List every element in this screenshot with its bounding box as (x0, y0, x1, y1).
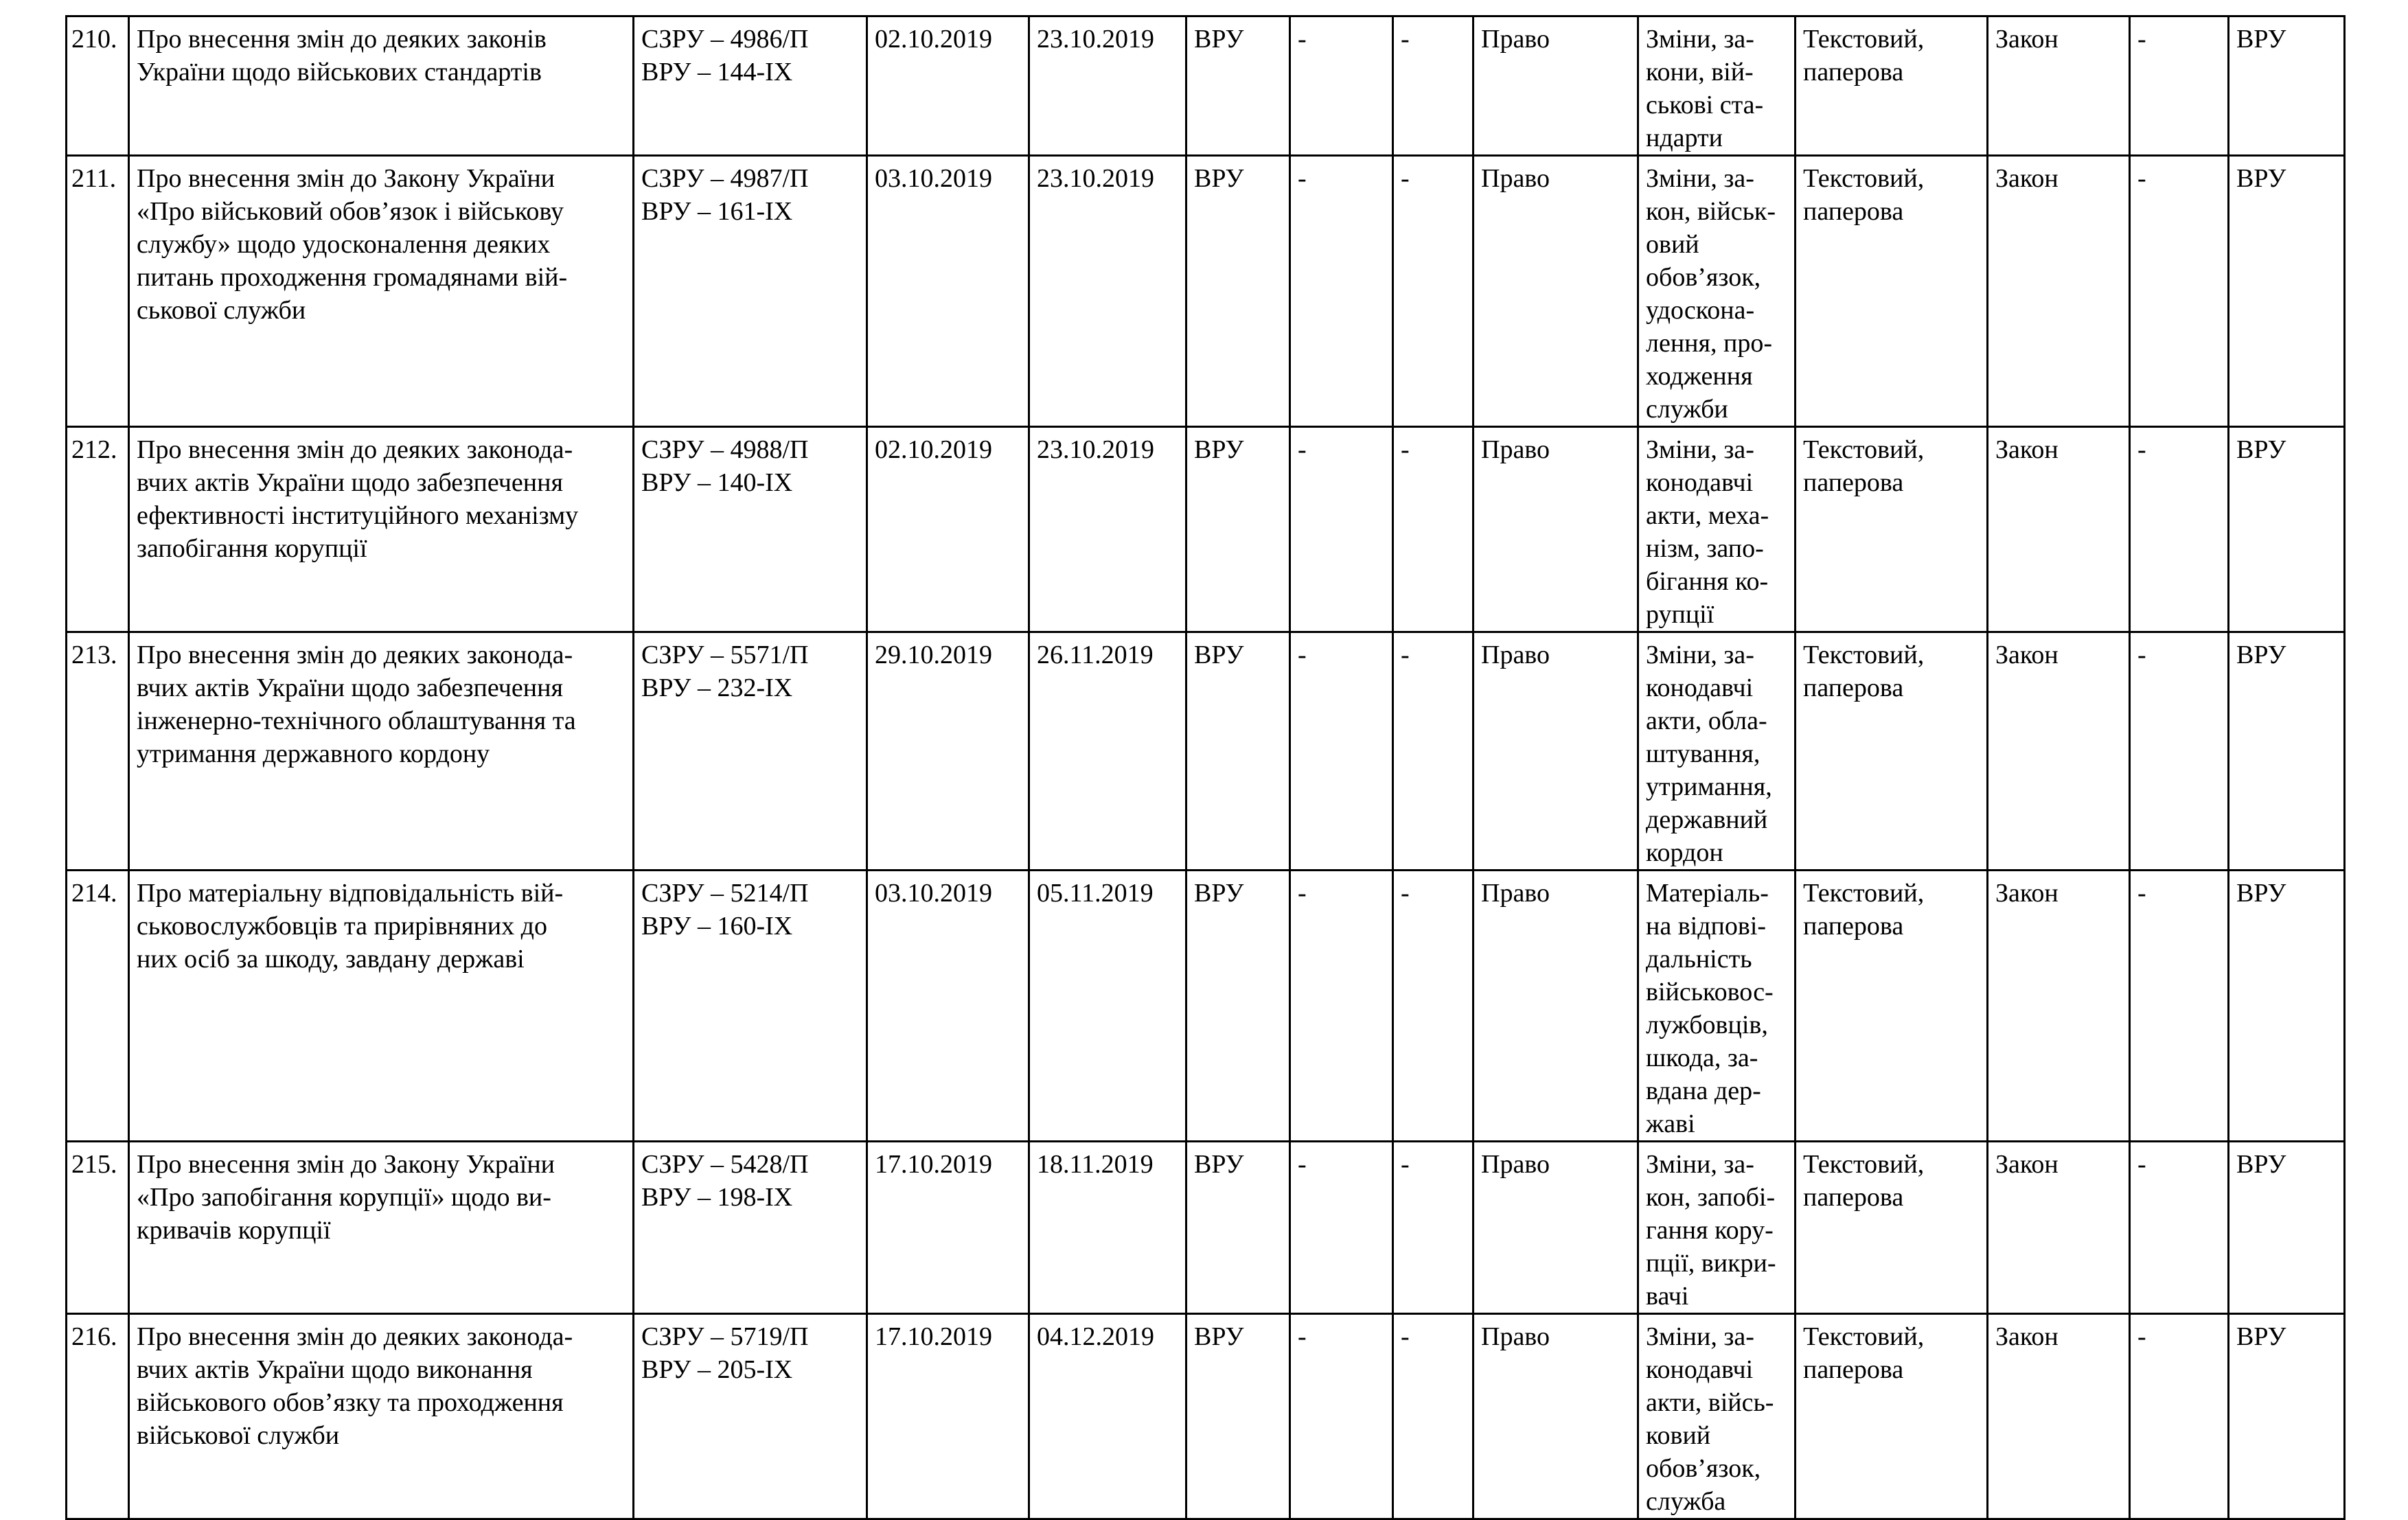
empty-cell-b: - (1393, 427, 1474, 632)
document-title: Про внесення змін до деяких законода- вчих актів України щодо забезпечення інженерно-технічного облаштування та утримання державного кордону (129, 632, 634, 871)
category: Право (1474, 1142, 1638, 1314)
empty-cell-c: - (2130, 427, 2229, 632)
document-type: Закон (1988, 1314, 2130, 1519)
date-effective: 23.10.2019 (1029, 427, 1186, 632)
date-adopted: 03.10.2019 (867, 871, 1029, 1142)
author-body: ВРУ (2229, 16, 2345, 156)
document-title: Про внесення змін до Закону України «Про військовий обов’язок і військову службу» щодо удосконалення деяких питань проходження громадянами вій- ськової служби (129, 156, 634, 427)
date-adopted: 03.10.2019 (867, 156, 1029, 427)
document-title: Про внесення змін до деяких законів України щодо військових стандартів (129, 16, 634, 156)
date-effective: 23.10.2019 (1029, 156, 1186, 427)
date-effective: 18.11.2019 (1029, 1142, 1186, 1314)
author-body: ВРУ (2229, 427, 2345, 632)
document-format: Текстовий, паперова (1796, 1314, 1988, 1519)
document-format: Текстовий, паперова (1796, 16, 1988, 156)
keywords: Зміни, за- конодавчі акти, обла- штування, утримання, державний кордон (1638, 632, 1796, 871)
category: Право (1474, 16, 1638, 156)
issuing-body: ВРУ (1186, 871, 1290, 1142)
document-format: Текстовий, паперова (1796, 1142, 1988, 1314)
empty-cell-b: - (1393, 1314, 1474, 1519)
date-effective: 04.12.2019 (1029, 1314, 1186, 1519)
empty-cell-a: - (1290, 16, 1393, 156)
issuing-body: ВРУ (1186, 427, 1290, 632)
row-number: 211. (67, 156, 129, 427)
empty-cell-c: - (2130, 156, 2229, 427)
empty-cell-b: - (1393, 1142, 1474, 1314)
author-body: ВРУ (2229, 156, 2345, 427)
keywords: Зміни, за- кон, військ- овий обов’язок, удоскона- лення, про- ходження служби (1638, 156, 1796, 427)
empty-cell-a: - (1290, 427, 1393, 632)
document-type: Закон (1988, 16, 2130, 156)
author-body: ВРУ (2229, 1142, 2345, 1314)
document-type: Закон (1988, 632, 2130, 871)
date-effective: 23.10.2019 (1029, 16, 1186, 156)
table-row (67, 1142, 2345, 1314)
date-effective: 05.11.2019 (1029, 871, 1186, 1142)
empty-cell-a: - (1290, 1314, 1393, 1519)
author-body: ВРУ (2229, 1314, 2345, 1519)
table-body (67, 16, 2345, 1519)
document-title: Про матеріальну відповідальність вій- ськовослужбовців та прирівняних до них осіб за шкоду, завдану державі (129, 871, 634, 1142)
date-adopted: 17.10.2019 (867, 1314, 1029, 1519)
table-row (67, 156, 2345, 427)
empty-cell-b: - (1393, 16, 1474, 156)
document-type: Закон (1988, 871, 2130, 1142)
document-type: Закон (1988, 1142, 2130, 1314)
author-body: ВРУ (2229, 632, 2345, 871)
issuing-body: ВРУ (1186, 1314, 1290, 1519)
empty-cell-c: - (2130, 16, 2229, 156)
issuing-body: ВРУ (1186, 156, 1290, 427)
registration-number: СЗРУ – 4987/П ВРУ – 161-IX (634, 156, 867, 427)
keywords: Зміни, за- конодавчі акти, війсь- ковий обов’язок, служба (1638, 1314, 1796, 1519)
table-row (67, 871, 2345, 1142)
issuing-body: ВРУ (1186, 632, 1290, 871)
table-row (67, 427, 2345, 632)
registration-number: СЗРУ – 5571/П ВРУ – 232-IX (634, 632, 867, 871)
registration-number: СЗРУ – 4988/П ВРУ – 140-IX (634, 427, 867, 632)
category: Право (1474, 632, 1638, 871)
registration-number: СЗРУ – 5428/П ВРУ – 198-IX (634, 1142, 867, 1314)
registration-number: СЗРУ – 5214/П ВРУ – 160-IX (634, 871, 867, 1142)
table-row (67, 1314, 2345, 1519)
issuing-body: ВРУ (1186, 1142, 1290, 1314)
document-title: Про внесення змін до Закону України «Про запобігання корупції» щодо ви- кривачів корупції (129, 1142, 634, 1314)
document-format: Текстовий, паперова (1796, 156, 1988, 427)
keywords: Матеріаль- на відпові- дальність військовос- лужбовців, шкода, за- вдана дер- жаві (1638, 871, 1796, 1142)
keywords: Зміни, за- кони, вій- ськові ста- ндарти (1638, 16, 1796, 156)
document-format: Текстовий, паперова (1796, 427, 1988, 632)
date-adopted: 29.10.2019 (867, 632, 1029, 871)
registration-number: СЗРУ – 5719/П ВРУ – 205-IX (634, 1314, 867, 1519)
empty-cell-a: - (1290, 1142, 1393, 1314)
document-type: Закон (1988, 427, 2130, 632)
document-title: Про внесення змін до деяких законода- вчих актів України щодо виконання військового обов’язку та проходження військової служби (129, 1314, 634, 1519)
date-adopted: 17.10.2019 (867, 1142, 1029, 1314)
empty-cell-a: - (1290, 871, 1393, 1142)
row-number: 213. (67, 632, 129, 871)
empty-cell-b: - (1393, 871, 1474, 1142)
empty-cell-b: - (1393, 156, 1474, 427)
document-format: Текстовий, паперова (1796, 871, 1988, 1142)
date-effective: 26.11.2019 (1029, 632, 1186, 871)
date-adopted: 02.10.2019 (867, 16, 1029, 156)
table-row (67, 16, 2345, 156)
registration-number: СЗРУ – 4986/П ВРУ – 144-IX (634, 16, 867, 156)
row-number: 215. (67, 1142, 129, 1314)
document-format: Текстовий, паперова (1796, 632, 1988, 871)
empty-cell-b: - (1393, 632, 1474, 871)
category: Право (1474, 871, 1638, 1142)
table-row (67, 632, 2345, 871)
keywords: Зміни, за- конодавчі акти, меха- нізм, запо- бігання ко- рупції (1638, 427, 1796, 632)
document-title: Про внесення змін до деяких законода- вчих актів України щодо забезпечення ефективності інституційного механізму запобігання корупції (129, 427, 634, 632)
category: Право (1474, 427, 1638, 632)
row-number: 210. (67, 16, 129, 156)
empty-cell-a: - (1290, 156, 1393, 427)
row-number: 212. (67, 427, 129, 632)
issuing-body: ВРУ (1186, 16, 1290, 156)
empty-cell-c: - (2130, 871, 2229, 1142)
registry-table (65, 15, 2346, 1520)
empty-cell-c: - (2130, 1142, 2229, 1314)
row-number: 216. (67, 1314, 129, 1519)
empty-cell-c: - (2130, 632, 2229, 871)
row-number: 214. (67, 871, 129, 1142)
date-adopted: 02.10.2019 (867, 427, 1029, 632)
empty-cell-c: - (2130, 1314, 2229, 1519)
author-body: ВРУ (2229, 871, 2345, 1142)
empty-cell-a: - (1290, 632, 1393, 871)
keywords: Зміни, за- кон, запобі- гання кору- пції, викри- вачі (1638, 1142, 1796, 1314)
document-type: Закон (1988, 156, 2130, 427)
category: Право (1474, 1314, 1638, 1519)
category: Право (1474, 156, 1638, 427)
